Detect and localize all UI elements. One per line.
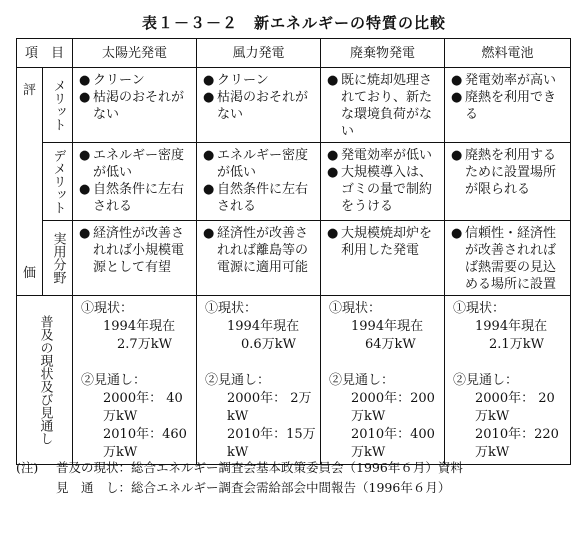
bullet-text: 大規模導入は、ゴミの量で制約をうける [341,165,433,214]
outlook-2010: 2010年：400万kW [351,427,435,460]
bullet-item [79,181,192,215]
spacer [205,354,316,372]
header-item: 項 目 [17,39,73,68]
bullet-text: クリーン [93,73,145,88]
cell-demerit-fuelcell [445,143,571,221]
row-merit [17,68,571,143]
bullet-icon: ● [79,226,91,241]
status-value: 64万kW [365,337,416,352]
bullet-icon: ● [327,165,339,180]
bullet-item [79,89,192,123]
bullet-item [203,147,316,181]
cell-practical-wind [197,221,321,296]
bullet-text: エネルギー密度が低い [217,148,309,180]
eval-label-bottom: 価 [22,265,36,281]
bullet-icon: ● [79,148,91,163]
status-value: 2.1万kW [489,337,544,352]
header-fuelcell: 燃料電池 [445,39,571,68]
bullet-text: 発電効率が低い [341,148,433,163]
bullet-icon: ● [79,90,91,105]
bullet-text: 発電効率が高い [465,73,557,88]
cell-status-waste [321,296,445,465]
bullet-text: 廃熱を利用できる [465,90,557,122]
note-line-1 [16,458,576,478]
status-year: 1994年現在 [475,319,548,334]
outlook-heading: ②見通し： [81,373,147,388]
bullet-text: 枯渇のおそれがない [93,90,185,122]
bullet-text: 大規模焼却炉を利用した発電 [341,226,433,258]
outlook-2010: 2010年：15万kW [227,427,316,460]
bullet-icon: ● [203,226,215,241]
cell-demerit-waste [321,143,445,221]
bullet-text: エネルギー密度が低い [93,148,185,180]
outlook-2000: 2000年： 2万kW [227,391,312,424]
note-label-1: 普及の現状： [56,460,132,475]
outlook-heading: ②見通し： [329,373,395,388]
bullet-item [327,72,440,140]
bullet-icon: ● [451,73,463,88]
bullet-item [327,147,440,164]
note-prefix: (注) [16,460,39,475]
cell-merit-solar [73,68,197,143]
label-demerit: デメリット [43,143,73,221]
table-title: 表１－３－２ 新エネルギーの特質の比較 [141,14,446,32]
notes [16,458,576,498]
status-value: 0.6万kW [241,337,296,352]
bullet-text: 経済性が改善されれば離島等の電源に適用可能 [217,226,309,275]
bullet-icon: ● [203,90,215,105]
note-text-2: 総合エネルギー調査会需給部会中間報告（1996年６月） [131,480,451,495]
row-demerit [17,143,571,221]
status-heading: ①現状： [205,301,258,316]
bullet-text: 自然条件に左右される [217,182,309,214]
cell-demerit-wind [197,143,321,221]
row-practical [17,221,571,296]
spacer [453,354,566,372]
bullet-item [327,164,440,215]
header-solar: 太陽光発電 [73,39,197,68]
bullet-item [451,89,566,123]
spacer [81,354,192,372]
bullet-item [79,147,192,181]
label-status: 普及の現状及び見通し [17,296,73,465]
bullet-icon: ● [79,73,91,88]
bullet-item [451,225,566,293]
header-waste: 廃棄物発電 [321,39,445,68]
bullet-item [203,89,316,123]
outlook-heading: ②見通し： [205,373,271,388]
bullet-icon: ● [327,226,339,241]
status-year: 1994年現在 [227,319,300,334]
outlook-2000: 2000年： 40万kW [103,391,183,424]
bullet-item [203,72,316,89]
bullet-icon: ● [79,182,91,197]
status-year: 1994年現在 [103,319,176,334]
bullet-item [451,72,566,89]
cell-status-fuelcell [445,296,571,465]
comparison-table [16,38,571,465]
cell-practical-waste [321,221,445,296]
status-year: 1994年現在 [351,319,424,334]
status-value: 2.7万kW [117,337,172,352]
bullet-text: 廃熱を利用するために設置場所が限られる [465,148,557,197]
bullet-text: クリーン [217,73,269,88]
note-line-2 [16,478,576,498]
bullet-text: 信頼性・経済性が改善されればば熱需要の見込める場所に設置 [465,226,557,292]
bullet-item [451,147,566,198]
bullet-item [203,181,316,215]
outlook-2010: 2010年：220万kW [475,427,559,460]
bullet-text: 経済性が改善されれば小規模電源として有望 [93,226,185,275]
label-practical: 実用分野 [43,221,73,296]
label-merit: メリット [43,68,73,143]
bullet-icon: ● [203,73,215,88]
bullet-icon: ● [451,148,463,163]
cell-merit-waste [321,68,445,143]
spacer [329,354,440,372]
bullet-icon: ● [327,73,339,88]
bullet-icon: ● [203,182,215,197]
outlook-heading: ②見通し： [453,373,519,388]
eval-label-top: 評 [22,82,36,98]
eval-group-label [17,68,43,296]
bullet-icon: ● [203,148,215,163]
bullet-icon: ● [327,148,339,163]
bullet-icon: ● [451,226,463,241]
status-heading: ①現状： [453,301,506,316]
bullet-item [203,225,316,276]
bullet-item [327,225,440,259]
row-status [17,296,571,465]
bullet-text: 既に焼却処理されており、新たな環境負荷がない [341,73,433,139]
outlook-2010: 2010年：460万kW [103,427,187,460]
bullet-icon: ● [451,90,463,105]
bullet-item [79,72,192,89]
note-text-1: 総合エネルギー調査会基本政策委員会（1996年６月）資料 [131,460,463,475]
header-row [17,39,571,68]
status-heading: ①現状： [81,301,134,316]
bullet-text: 自然条件に左右される [93,182,185,214]
cell-practical-fuelcell [445,221,571,296]
status-heading: ①現状： [329,301,382,316]
cell-status-solar [73,296,197,465]
outlook-2000: 2000年： 20万kW [475,391,555,424]
cell-merit-fuelcell [445,68,571,143]
header-wind: 風力発電 [197,39,321,68]
bullet-item [79,225,192,276]
cell-practical-solar [73,221,197,296]
note-label-2: 見 通 し： [56,480,132,495]
cell-status-wind [197,296,321,465]
cell-merit-wind [197,68,321,143]
bullet-text: 枯渇のおそれがない [217,90,309,122]
outlook-2000: 2000年：200万kW [351,391,435,424]
cell-demerit-solar [73,143,197,221]
